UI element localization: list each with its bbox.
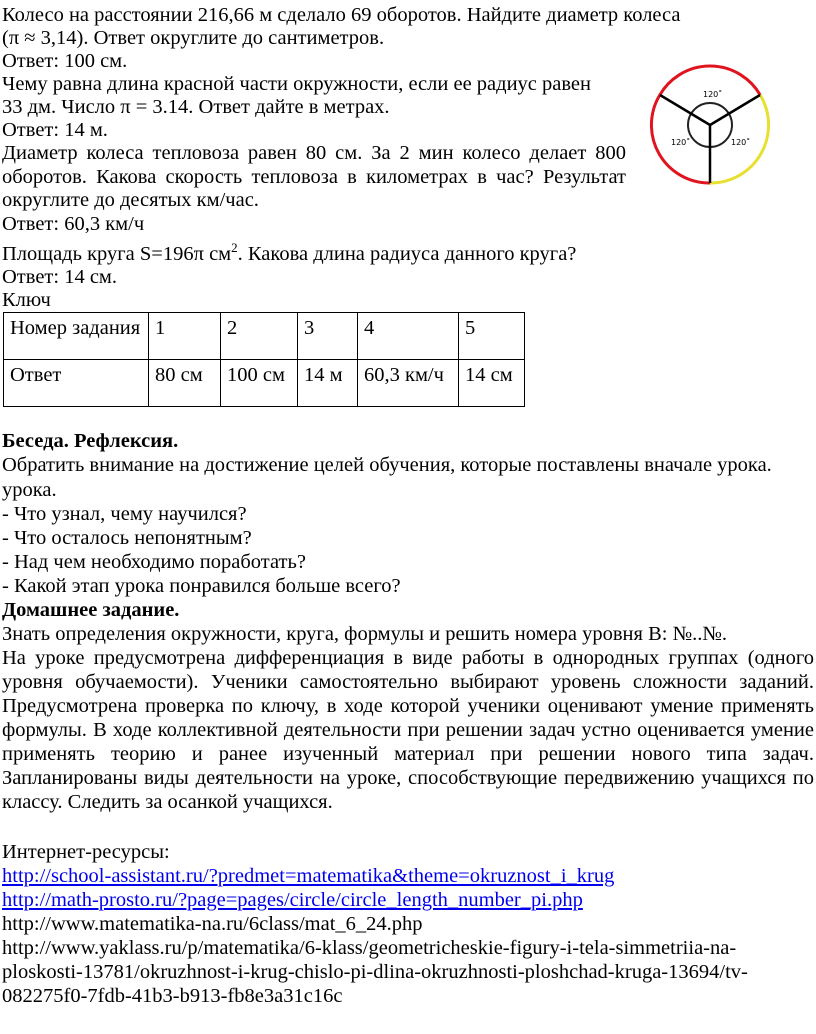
- task4-text: [2, 242, 576, 266]
- homework-line: классу. Следить за осанкой учащихся.: [2, 791, 333, 813]
- resource-url: ploskosti-13781/okruzhnost-i-krug-chislo-pi-dlina-okruzhnosti-ploshchad-kruga-13694/tv-: [2, 961, 748, 983]
- task4-answer: Ответ: 14 см.: [2, 266, 118, 288]
- task3-text: Диаметр колеса тепловоза равен 80 см. За 2 мин колесо делает 800: [2, 142, 626, 164]
- reflection-line: урока.: [2, 479, 57, 501]
- table-cell: 3: [298, 313, 358, 360]
- table-cell: 80 см: [149, 360, 221, 407]
- homework-title: Домашнее задание.: [2, 599, 180, 621]
- table-cell: 1: [149, 313, 221, 360]
- angle-label: 120˚: [731, 138, 751, 147]
- reflection-line: Обратить внимание на достижение целей обучения, которые поставлены вначале урока.: [2, 454, 772, 476]
- task3-text: округлите до десятых км/час.: [2, 189, 259, 211]
- table-cell: Номер задания: [4, 313, 149, 360]
- task3-text: оборотов. Какова скорость тепловоза в километрах в час? Результат: [2, 166, 626, 188]
- reflection-line: - Что узнал, чему научился?: [2, 503, 247, 525]
- table-row: [4, 313, 525, 360]
- homework-line: Знать определения окружности, круга, формулы и решить номера уровня В: №..№.: [2, 623, 728, 645]
- angle-label: 120˚: [671, 138, 691, 147]
- table-cell: 60,3 км/ч: [358, 360, 459, 407]
- table-cell: Ответ: [4, 360, 149, 407]
- red-arc: [651, 66, 760, 183]
- homework-line: На уроке предусмотрена дифференциация в виде работы в однородных группах (одного: [2, 647, 814, 669]
- reflection-title: Беседа. Рефлексия.: [2, 430, 179, 452]
- resource-url: http://www.yaklass.ru/p/matematika/6-klass/geometricheskie-figury-i-tela-simmetriia-na-: [2, 937, 737, 959]
- homework-line: формулы. В ходе коллективной деятельности при решении задач устно оценивается умение: [2, 719, 814, 741]
- homework-line: Запланированы виды деятельности на уроке, способствующие передвижению учащихся по: [2, 767, 814, 789]
- homework-line: уровня обучаемости). Ученики самостоятельно выбирают уровень сложности заданий.: [2, 671, 814, 693]
- circle-diagram: [645, 63, 775, 185]
- task4-text-b: . Какова длина радиуса данного круга?: [237, 243, 577, 265]
- homework-line: Предусмотрена проверка по ключу, в ходе которой ученики оценивают умение применять: [2, 695, 814, 717]
- task2-text: 33 дм. Число π = 3.14. Ответ дайте в метрах.: [2, 96, 390, 118]
- resource-link[interactable]: http://school-assistant.ru/?predmet=matematika&theme=okruznost_i_krug: [2, 865, 615, 887]
- resource-url: 082275f0-7fdb-41b3-b913-fb8e3a31c16c: [2, 985, 343, 1007]
- key-title: Ключ: [2, 289, 51, 311]
- reflection-line: - Что осталось непонятным?: [2, 527, 252, 549]
- resources-title: Интернет-ресурсы:: [2, 841, 170, 863]
- task2-answer: Ответ: 14 м.: [2, 119, 108, 141]
- task2-text: Чему равна длина красной части окружности, если ее радиус равен: [2, 73, 592, 95]
- angle-label: 120˚: [703, 90, 723, 99]
- table-cell: 4: [358, 313, 459, 360]
- superscript: 2: [231, 240, 238, 256]
- task1-text: (π ≈ 3,14). Ответ округлите до сантиметров.: [2, 27, 385, 49]
- radius-line: [660, 95, 710, 125]
- task3-answer: Ответ: 60,3 км/ч: [2, 213, 145, 235]
- radius-line: [710, 95, 760, 125]
- table-cell: 14 см: [459, 360, 525, 407]
- table-cell: 14 м: [298, 360, 358, 407]
- resource-url: http://www.matematika-na.ru/6class/mat_6_24.php: [2, 913, 423, 935]
- homework-line: применять теорию и ранее изученный материал при решении нового типа задач.: [2, 743, 814, 765]
- resource-link[interactable]: http://math-prosto.ru/?page=pages/circle/circle_length_number_pi.php: [2, 889, 583, 911]
- reflection-line: - Какой этап урока понравился больше всего?: [2, 575, 401, 597]
- task4-text-a: Площадь круга S=196π см: [2, 243, 232, 265]
- task1-answer: Ответ: 100 см.: [2, 50, 128, 72]
- reflection-line: - Над чем необходимо поработать?: [2, 551, 306, 573]
- table-cell: 2: [221, 313, 298, 360]
- table-cell: 5: [459, 313, 525, 360]
- table-row: [4, 360, 525, 407]
- task1-text: Колесо на расстоянии 216,66 м сделало 69 оборотов. Найдите диаметр колеса: [2, 4, 681, 26]
- answer-key-table: [3, 312, 525, 407]
- table-cell: 100 см: [221, 360, 298, 407]
